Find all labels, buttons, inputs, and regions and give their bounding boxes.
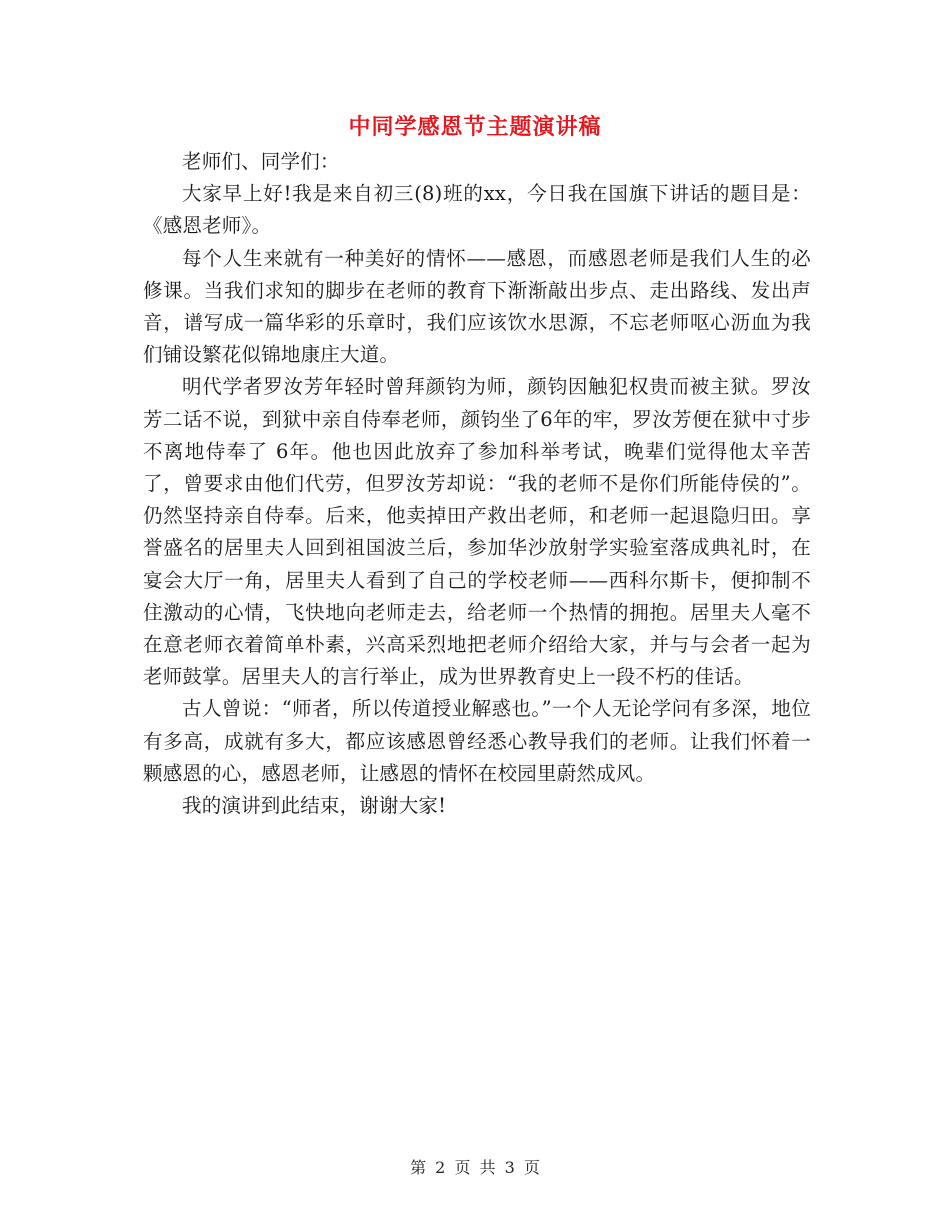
paragraph-gratitude: 每个人生来就有一种美好的情怀——感恩，而感恩老师是我们人生的必修课。当我们求知的脚步在老师的教育下渐渐敲出步点、走出路线、发出声音，谱写成一篇华彩的乐章时，我们应该饮水思源，不忘老师呕心沥血为我们铺设繁花似锦地康庄大道。: [143, 246, 811, 367]
paragraph-quote: 古人曾说：“师者，所以传道授业解惑也。”一个人无论学问有多深，地位有多高，成就有多大，都应该感恩曾经悉心教导我们的老师。让我们怀着一颗感恩的心，感恩老师，让感恩的情怀在校园里蔚然成风。: [143, 697, 811, 785]
paragraph-stories: 明代学者罗汝芳年轻时曾拜颜钧为师，颜钧因触犯权贵而被主狱。罗汝芳二话不说，到狱中亲自侍奉老师，颜钧坐了6年的牢，罗汝芳便在狱中寸步不离地侍奉了 6年。他也因此放弃了参加科举考试，晚辈们觉得他太辛苦了，曾要求由他们代劳，但罗汝芳却说：“我的老师不是你们所能侍侯的”。仍然坚持亲自侍奉。后来，他卖掉田产救出老师，和老师一起退隐归田。享誉盛名的居里夫人回到祖国波兰后，参加华沙放射学实验室落成典礼时，在宴会大厅一角，居里夫人看到了自己的学校老师——西科尔斯卡，便抑制不住激动的心情，飞快地向老师走去，给老师一个热情的拥抱。居里夫人毫不在意老师衣着简单朴素，兴高采烈地把老师介绍给大家，并与与会者一起为老师鼓掌。居里夫人的言行举止，成为世界教育史上一段不朽的佳话。: [143, 375, 811, 689]
paragraph-salutation: 老师们、同学们：: [182, 150, 340, 173]
paragraph-closing: 我的演讲到此结束，谢谢大家!: [182, 794, 447, 818]
document-title: 中同学感恩节主题演讲稿: [348, 114, 602, 140]
page-number-footer: 第 2 页 共 3 页: [410, 1158, 540, 1177]
document-body: [143, 146, 811, 822]
paragraph-greeting: 大家早上好!我是来自初三(8)班的xx，今日我在国旗下讲话的题目是：《感恩老师》。: [143, 182, 811, 238]
